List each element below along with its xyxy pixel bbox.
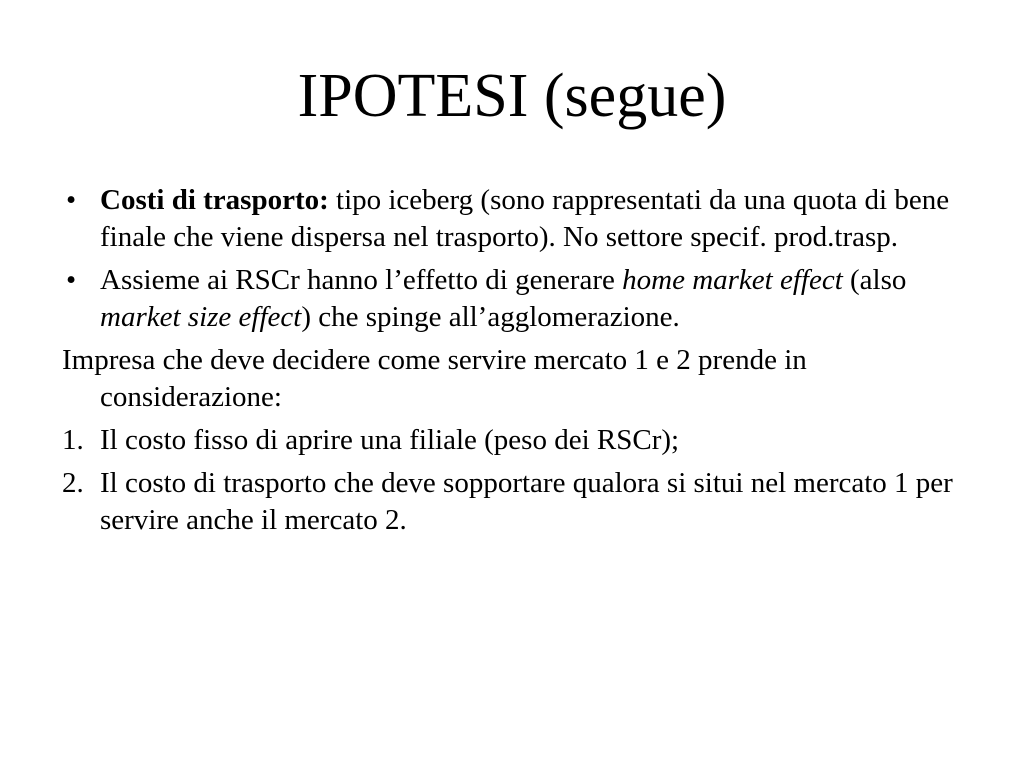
intro-paragraph: Impresa che deve decidere come servire mercato 1 e 2 prende in considerazione: [62, 344, 807, 413]
slide-body [62, 182, 962, 545]
bullet-italic-term-2: market size effect [100, 301, 302, 333]
bullet-text-part2: (also [842, 264, 907, 296]
bullet-text: tipo iceberg (sono rappresentati da una quota di bene finale che viene dispersa nel trasporto). No settore specif. prod.trasp. [100, 184, 950, 253]
slide-title: IPOTESI (segue) [297, 62, 727, 130]
number-marker: 1. [62, 424, 84, 456]
numbered-item-text: Il costo fisso di aprire una filiale (peso dei RSCr); [100, 424, 680, 456]
bullet-item-transport-costs [62, 182, 962, 256]
bullet-italic-term-1: home market effect [622, 264, 843, 296]
bullet-icon: • [66, 264, 77, 296]
numbered-item-1 [62, 422, 962, 459]
bullet-text-part1: Assieme ai RSCr hanno l’effetto di generare [100, 264, 623, 296]
bullet-bold-lead: Costi di trasporto: [100, 184, 329, 216]
number-marker: 2. [62, 467, 84, 499]
bullet-item-home-market-effect [62, 262, 962, 336]
numbered-item-2 [62, 465, 962, 539]
bullet-icon: • [66, 184, 77, 216]
numbered-item-text: Il costo di trasporto che deve sopportare qualora si situi nel mercato 1 per servire anche il mercato 2. [100, 467, 953, 536]
bullet-text-part3: ) che spinge all’agglomerazione. [301, 301, 680, 333]
